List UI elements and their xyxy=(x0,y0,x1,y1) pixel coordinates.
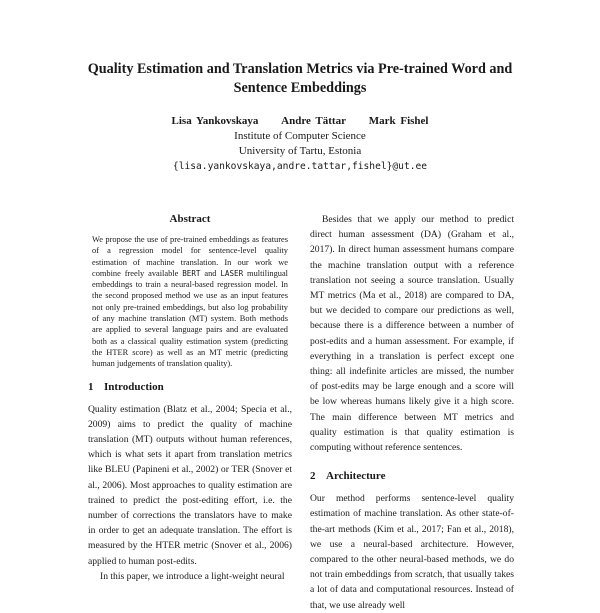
author-names xyxy=(60,114,540,129)
abstract-text-3: multilingual embeddings to train a neural-based regression model. In the second proposed method we use as an input features not only pre-trained embeddings, but also log probability of any machine translation (MT) system. Both methods are applied to several language pairs and are evaluated both as a classical quality estimation system (predicting the HTER score) as well as an MT metric (predicting human judgements of translation quality). xyxy=(92,268,288,369)
right-paragraph-1: Besides that we apply our method to predict direct human assessment (DA) (Graham et al., 2017). In direct human assessment humans compare the machine translation output with a reference translation not seeing a source translation. Usually MT metrics (Ma et al., 2018) are compared to DA, but we decided to compare our predictions as well, because there is a difference between a number of post-edits and a human assessment. For example, if everything in a translation is perfect except one thing: all indefinite articles are missed, the number of post-edits may be large enough and a score will be low whereas humans likely give it a high score. The main difference between MT metrics and quality estimation is that quality estimation is computing without reference sentences. xyxy=(310,214,514,454)
abstract-text-2: and xyxy=(200,268,221,278)
right-column xyxy=(310,212,514,613)
author-3: Mark Fishel xyxy=(368,115,429,127)
section-title: Architecture xyxy=(326,470,386,483)
author-block xyxy=(60,114,540,174)
left-column xyxy=(88,212,292,584)
affiliation-line-1: Institute of Computer Science xyxy=(234,130,366,142)
section-heading-architecture xyxy=(310,469,514,483)
title-line-2: Sentence Embeddings xyxy=(233,80,367,96)
section-number: 2 xyxy=(310,470,316,483)
abstract-heading: Abstract xyxy=(169,213,211,225)
bert-term: BERT xyxy=(182,268,201,278)
intro-paragraph-2: In this paper, we introduce a light-weight neural xyxy=(100,570,285,582)
laser-term: LASER xyxy=(220,268,244,278)
abstract-text-1: We propose the use of pre-trained embeddings as features of a regression model for sentence-level quality estimation of machine translation. In our work we combine freely available xyxy=(92,235,288,278)
affiliation-line-2: University of Tartu, Estonia xyxy=(238,145,362,157)
section-number: 1 xyxy=(88,380,94,393)
title-line-1: Quality Estimation and Translation Metrics via Pre-trained Word and xyxy=(87,61,513,77)
intro-paragraph-1: Quality estimation (Blatz et al., 2004; Specia et al., 2009) aims to predict the quality of machine translation (MT) outputs without human references, which is what sets it apart from translation metrics like BLEU (Papineni et al., 2002) or TER (Snover et al., 2006). Most approaches to quality estimation are trained to predict the post-editing effort, i.e. the number of corrections the translators have to make in order to get an adequate translation. The effort is measured by the HTER metric (Snover et al., 2006) applied to human post-edits. xyxy=(88,403,292,567)
abstract-body xyxy=(92,234,288,370)
section-title: Introduction xyxy=(104,380,164,393)
author-2: Andre Tättar xyxy=(281,115,346,127)
architecture-paragraph: Our method performs sentence-level quality estimation of machine translation. As other state-of-the-art methods (Kim et al., 2017; Fan et al., 2018), we use a neural-based architecture. However, compared to the other neural-based methods, we do not train embeddings from scratch, that usually takes a lot of data and computational resources. Instead of that, we use already well xyxy=(310,493,514,611)
author-1: Lisa Yankovskaya xyxy=(171,115,259,127)
section-heading-introduction xyxy=(88,380,292,394)
author-email: {lisa.yankovskaya,andre.tattar,fishel}@ut.ee xyxy=(172,161,428,172)
paper-title xyxy=(60,60,540,98)
